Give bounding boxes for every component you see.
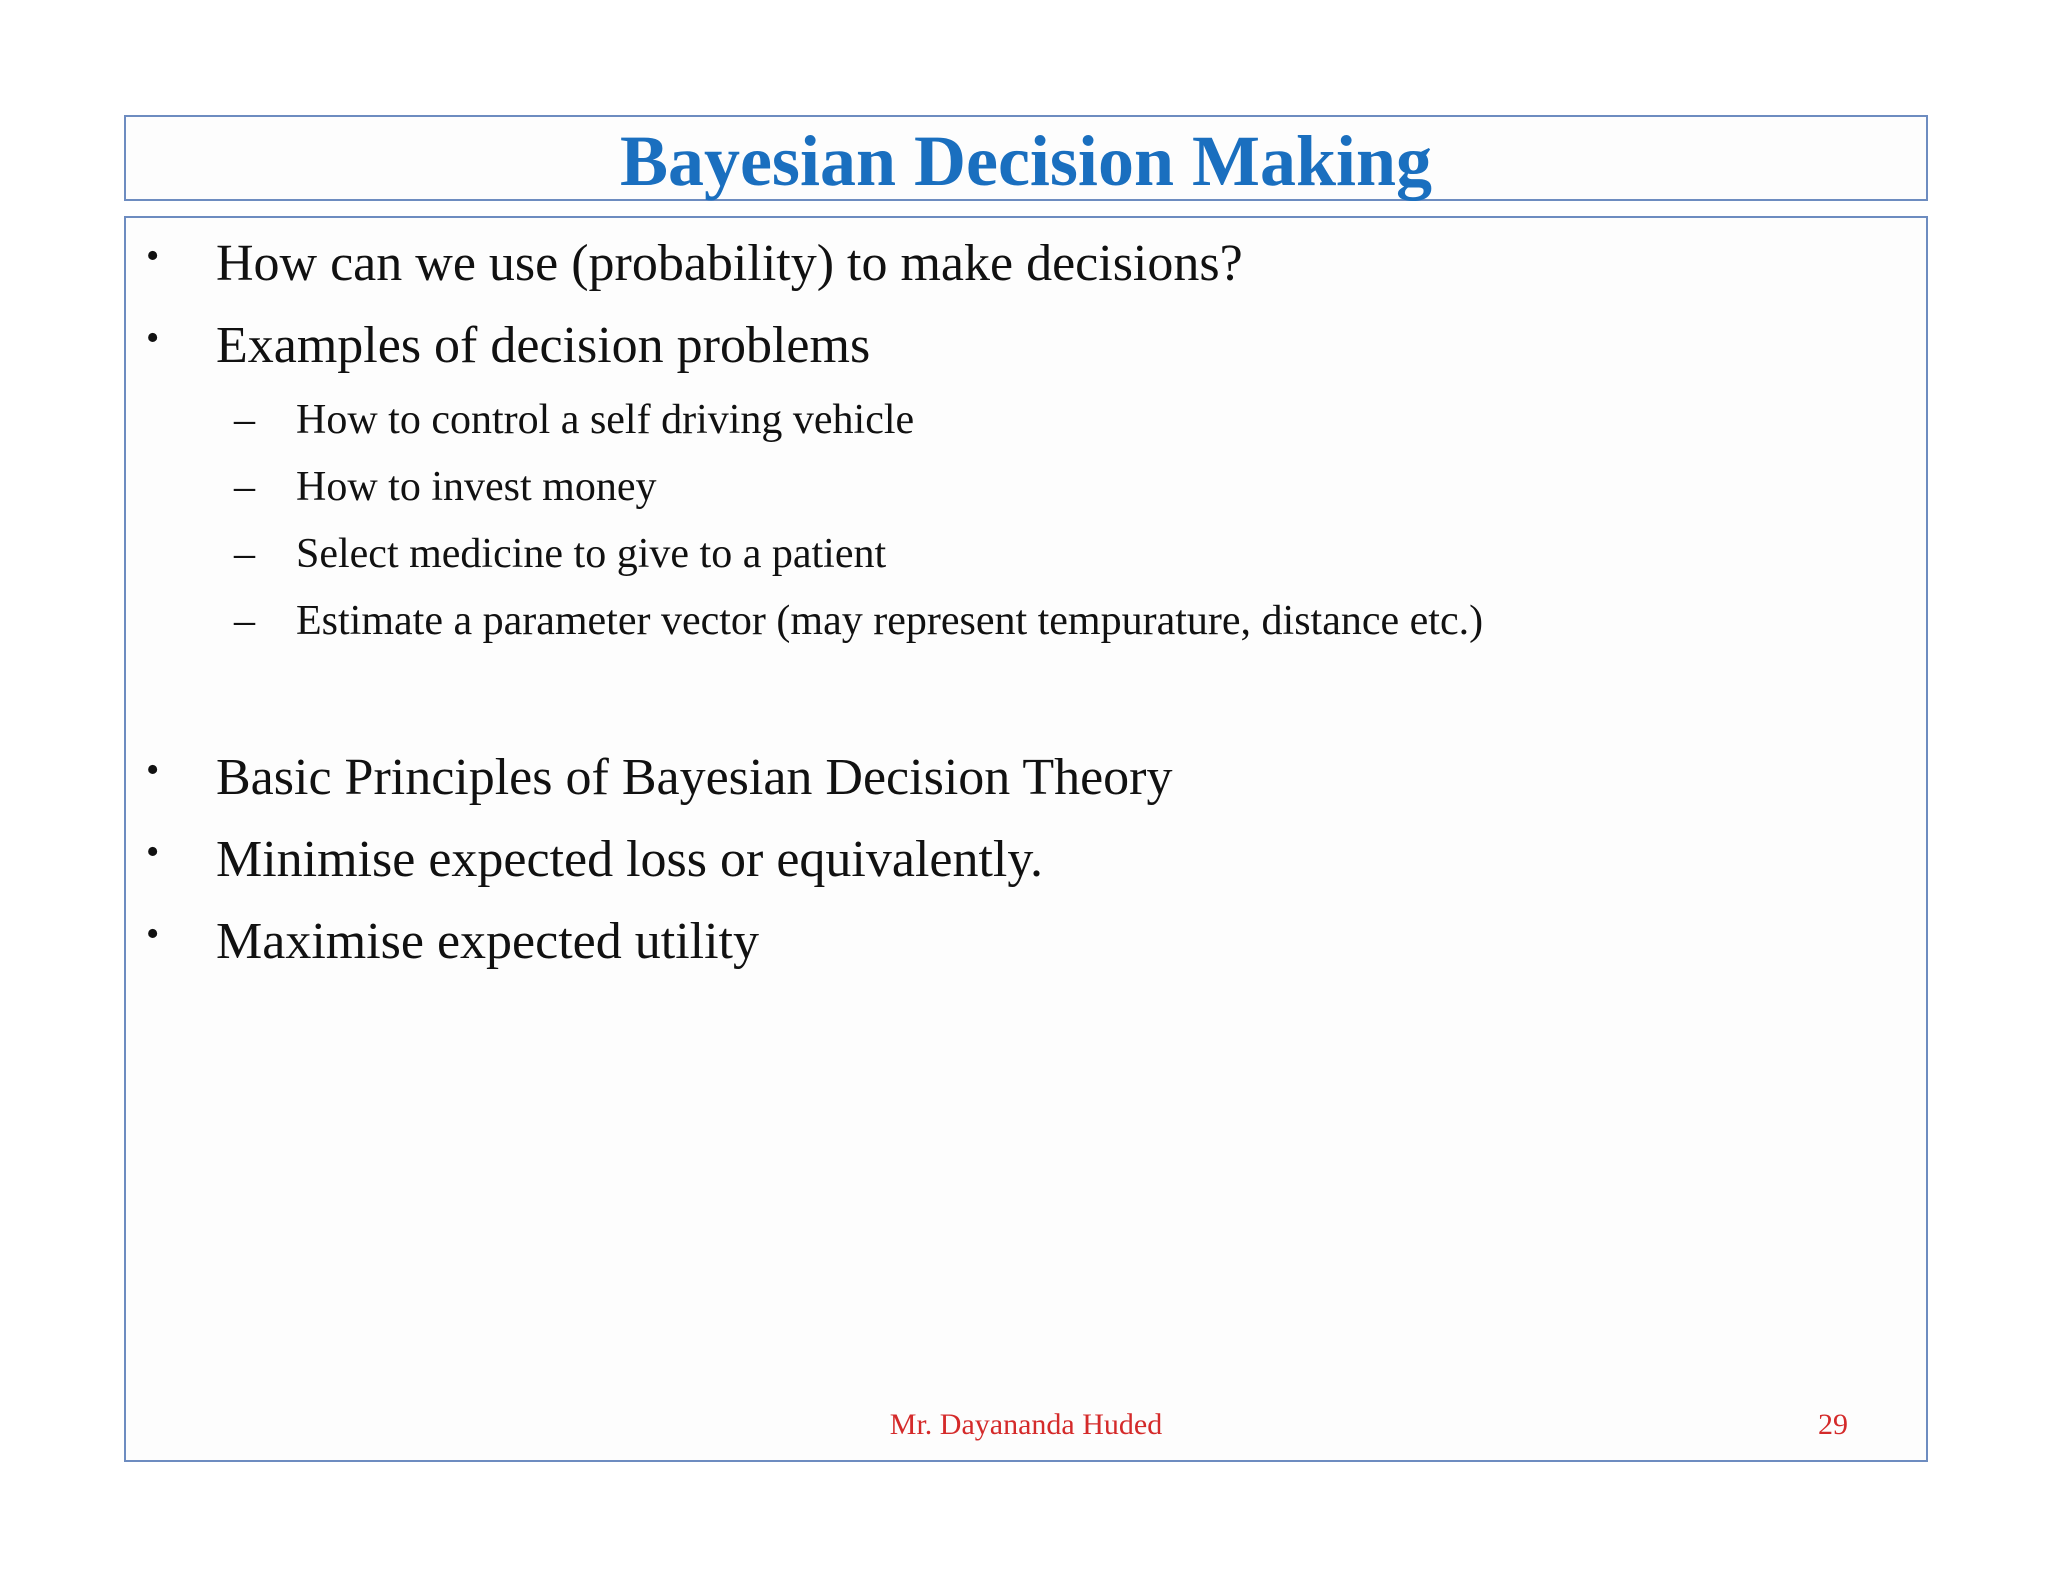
bullet-text: Examples of decision problems (216, 317, 871, 374)
sub-bullet-text: Select medicine to give to a patient (296, 531, 887, 577)
bullet-text: Basic Principles of Bayesian Decision Theory (216, 749, 1173, 806)
slide-content-box (124, 216, 1928, 1462)
sub-bullet-text: Estimate a parameter vector (may represent tempurature, distance etc.) (296, 598, 1484, 644)
bullet-dot-icon: • (146, 317, 160, 359)
dash-icon: – (234, 397, 255, 443)
page-number: 29 (1818, 1408, 1848, 1441)
dash-icon: – (234, 464, 255, 510)
dash-icon: – (234, 531, 255, 577)
bullet-dot-icon: • (146, 831, 160, 873)
slide-title-box (124, 115, 1928, 201)
footer-author: Mr. Dayananda Huded (889, 1408, 1163, 1441)
sub-bullet-text: How to control a self driving vehicle (296, 397, 915, 443)
sub-bullet-text: How to invest money (296, 464, 657, 510)
bullet-dot-icon: • (146, 913, 160, 955)
bullet-text: Maximise expected utility (216, 913, 759, 970)
bullet-dot-icon: • (146, 235, 160, 277)
bullet-text: Minimise expected loss or equivalently. (216, 831, 1043, 888)
bullet-dot-icon: • (146, 749, 160, 791)
bullet-text: How can we use (probability) to make decisions? (216, 235, 1243, 292)
dash-icon: – (234, 598, 255, 644)
slide-title: Bayesian Decision Making (619, 121, 1433, 201)
